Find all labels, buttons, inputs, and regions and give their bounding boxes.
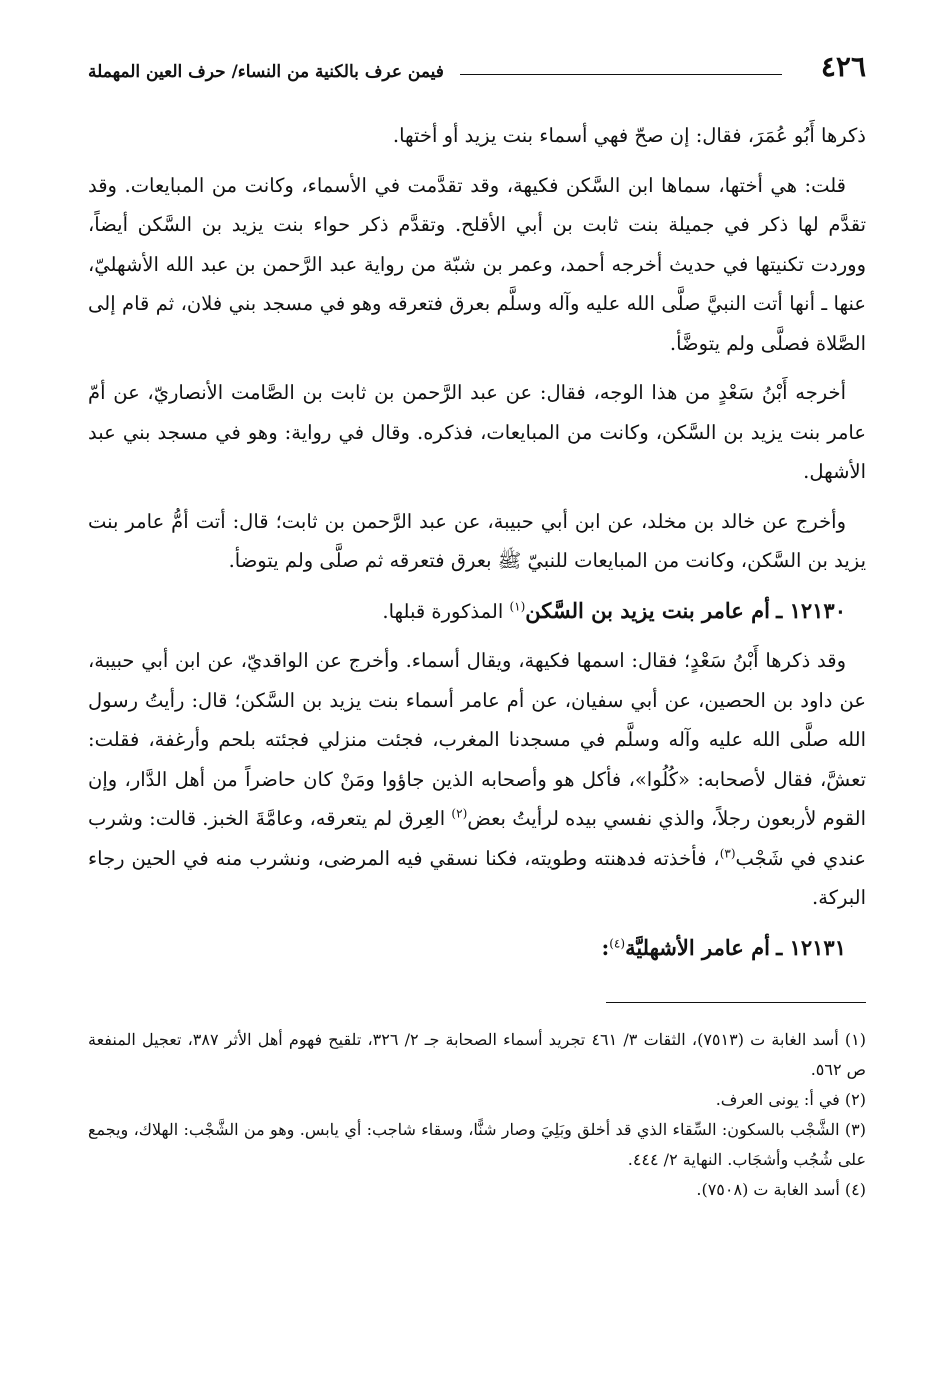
footnote-ref: (٣) [719,846,736,860]
page-number: ٤٢٦ [820,50,866,83]
footnote-3: (٣) الشَّجْب بالسكون: السِّقاء الذي قد أخلق وبَلِيَ وصار شنًّا، وسقاء شاجب: أي يابس. وهو من الشَّجْب: الهلاك، ويجمع على شُجُب وأشجَاب. النهاية ٢/ ٤٤٤. [88,1120,866,1169]
footnote-2: (٢) في أ: يونى العرف. [715,1090,866,1109]
footnote-ref: (٤) [609,936,626,950]
entry-number: ١٢١٣٠ ـ [776,597,846,623]
entry-number: ١٢١٣١ ـ [776,934,846,960]
paragraph-5 [88,641,866,918]
entry-name: أم عامر بنت يزيد بن السَّكن [525,597,770,623]
footnote-1: (١) أسد الغابة ت (٧٥١٣)، الثقات ٣/ ٤٦١ تجريد أسماء الصحابة جـ ٢/ ٣٢٦، تلقيح فهوم أهل الأثر ٣٨٧، تعجيل المنفعة ص ٥٦٢. [88,1030,866,1079]
entry-name: أم عامر الأشهليَّة [625,934,770,960]
entry-12130 [88,591,866,632]
entry-12131 [88,928,866,969]
header-rule [460,74,782,75]
book-page [88,50,866,1347]
body-text [88,116,866,968]
paragraph-1: ذكرها أَبُو عُمَرَ، فقال: إن صحّ فهي أسماء بنت يزيد أو أختها. [392,124,866,147]
entry-colon: : [601,934,610,960]
paragraph-5-part-c: ، فأخذته فدهنته وطويته، فكنا نسقي فيه المرضى، ونشرب منه في الحين رجاء البركة. [88,846,866,909]
paragraph-3: أخرجه أَبْنُ سَعْدٍ من هذا الوجه، فقال: عن عبد الرَّحمن بن ثابت بن الصَّامت الأنصاريّ، عن أمّ عامر بنت يزيد بن السَّكن، وكانت من المبايعات، فذكره. وقال في رواية: وهو في مسجد بني عبد الأشهل. [88,381,866,483]
paragraph-4: وأخرج عن خالد بن مخلد، عن ابن أبي حبيبة، عن عبد الرَّحمن بن ثابت؛ قال: أتت أمُّ عامر بنت يزيد بن السَّكن، وكانت من المبايعات للنبيّ ﷺ بعرق فتعرقه ثم صلَّى ولم يتوضأ. [88,509,866,572]
paragraph-2: قلت: هي أختها، سماها ابن السَّكن فكيهة، وقد تقدَّمت في الأسماء، وكانت من المبايعات. وقد تقدَّم لها ذكر في جميلة بنت ثابت بن أبي الأقلح. وتقدَّم ذكر حواء بنت يزيد بن السَّكن أيضاً، ووردت تكنيتها في حديث أخرجه أحمد، وعمر بن شبّة من رواية عبد الرَّحمن بن عبد الله الأشهليّ، عنها ـ أنها أتت النبيَّ صلَّى الله عليه وآله وسلَّم بعرق فتعرقه وهو في مسجد بني فلان، ثم قام إلى الصَّلاة فصلَّى ولم يتوضَّأ. [88,173,866,355]
page-header [88,50,866,90]
paragraph-5-part-a: وقد ذكرها أَبْنُ سَعْدٍ؛ فقال: اسمها فكيهة، ويقال أسماء. وأخرج عن الواقديّ، عن ابن أبي حبيبة، عن داود بن الحصين، عن أبي سفيان، عن أم عامر أسماء بنت يزيد بن السَّكن؛ قال: رأيتُ رسول الله صلَّى الله عليه وآله وسلَّم في مسجدنا المغرب، فجئت منزلي فجئته بلحم وأرغفة، فقلت: تعشَّ، فقال لأصحابه: «كُلُوا»، فأكل هو وأصحابه الذين جاؤوا ومَنْ كان حاضراً من أهل الدَّار، وإن القوم لأربعون رجلاً، والذي نفسي بيده لرأيتُ بعض [88,649,866,830]
footnote-ref: (١) [509,599,526,613]
footnote-ref: (٢) [451,806,468,821]
footnote-rule [606,1002,866,1003]
paragraph-5-part-b: العِرق لم يتعرقه، وعامَّةَ الخبز. قالت: وشرب عندي في شَجْب [88,807,866,870]
footnote-4: (٤) أسد الغابة ت (٧٥٠٨). [696,1180,866,1199]
entry-note: المذكورة قبلها. [382,599,504,623]
footnotes [88,1025,866,1205]
running-title: فيمن عرف بالكنية من النساء/ حرف العين المهملة [88,62,444,82]
